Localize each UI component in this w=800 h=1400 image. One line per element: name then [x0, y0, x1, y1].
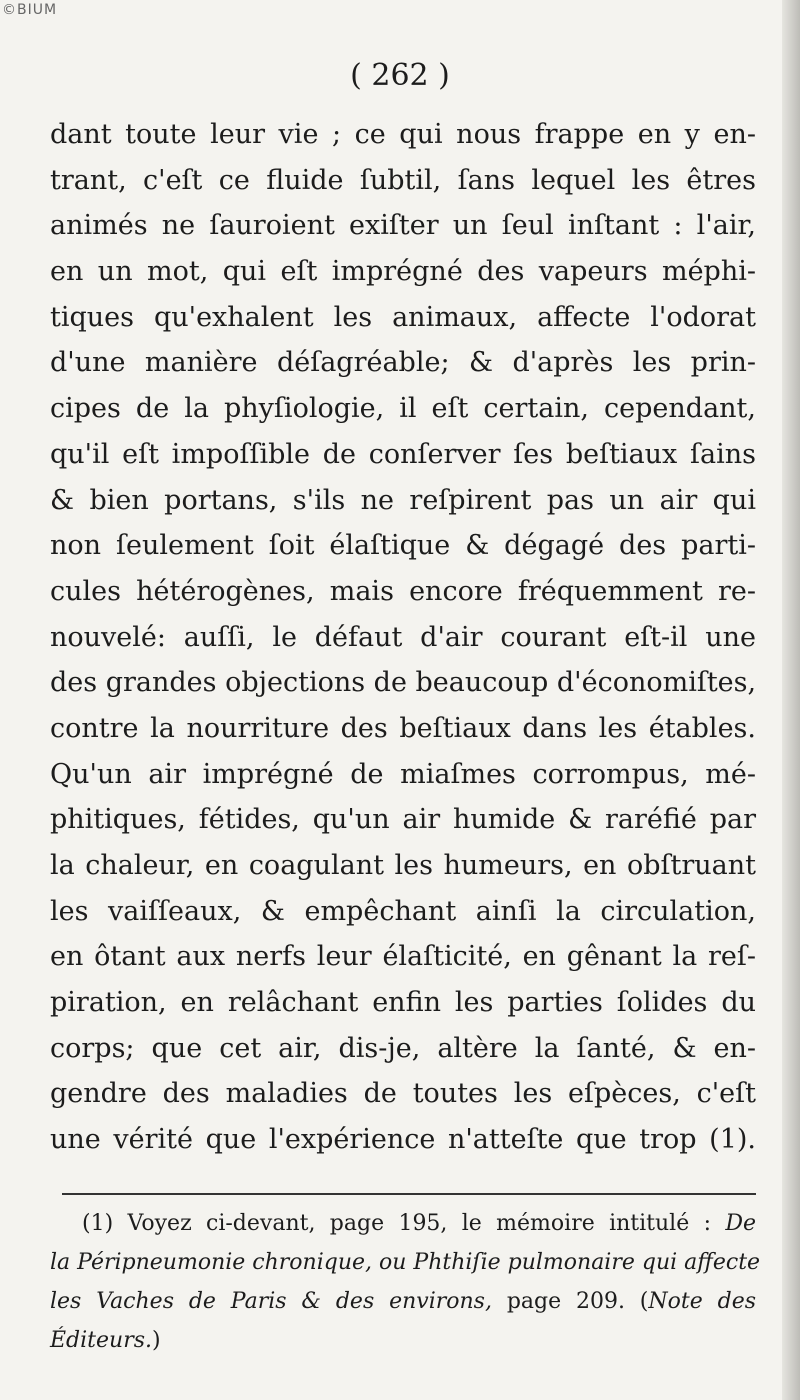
text-line: trant, c'eſt ce fluide ſubtil, ſans lequel les êtres — [50, 164, 756, 196]
text-line: phitiques, fétides, qu'un air humide & raréfié par — [50, 804, 756, 836]
text-line: cules hétérogènes, mais encore fréquemment re- — [50, 575, 756, 607]
text-line: en ôtant aux nerfs leur élaſticité, en gênant la reſ- — [50, 941, 756, 973]
footnote-line — [50, 1204, 756, 1243]
text-line: gendre des maladies de toutes les eſpèces, c'eſt — [50, 1078, 756, 1110]
text-line: les vaiſſeaux, & empêchant ainſi la circulation, — [50, 895, 756, 927]
footnote-line: la Péripneumonie chronique, ou Phthiſie pulmonaire qui affecte — [50, 1250, 761, 1275]
text-line: non ſeulement ſoit élaſtique & dégagé des parti- — [50, 530, 756, 562]
footnote-title: De — [725, 1211, 756, 1236]
body-text — [50, 112, 756, 1163]
text-line: qu'il eſt impoſſible de conſerver ſes beſtiaux ſains — [50, 438, 756, 470]
footnote-note: Note des — [648, 1289, 757, 1314]
text-line: dant toute leur vie ; ce qui nous frappe en y en- — [50, 119, 756, 150]
footnote-line — [50, 1282, 756, 1321]
footnote-note: Éditeurs. — [50, 1328, 153, 1353]
footnote-title: les Vaches de Paris & des environs, — [50, 1289, 492, 1314]
footnote-text: ) — [152, 1328, 161, 1353]
text-line: piration, en relâchant enfin les parties ſolides du — [50, 987, 756, 1019]
page-edge-shadow — [782, 0, 800, 1400]
footnote-line — [50, 1321, 756, 1360]
text-line: & bien portans, s'ils ne reſpirent pas un air qui — [50, 484, 756, 516]
text-line: en un mot, qui eſt imprégné des vapeurs méphi- — [50, 256, 756, 288]
text-line: la chaleur, en coagulant les humeurs, en obſtruant — [50, 850, 756, 881]
text-line: d'une manière déſagréable; & d'après les prin- — [50, 347, 756, 379]
text-line: une vérité que l'expérience n'atteſte que trop (1). — [50, 1124, 756, 1156]
watermark: ©BIUM — [2, 2, 58, 18]
text-line: cipes de la phyſiologie, il eſt certain, cependant, — [50, 393, 756, 425]
text-line: contre la nourriture des beſtiaux dans les étables. — [50, 712, 756, 744]
footnote-text: (1) Voyez ci-devant, page 195, le mémoire intitulé : — [82, 1211, 726, 1236]
footnote-text: page 209. ( — [491, 1289, 649, 1314]
page-number: ( 262 ) — [350, 58, 450, 93]
text-line: Qu'un air imprégné de miaſmes corrompus, mé- — [50, 758, 756, 790]
text-line: animés ne ſauroient exiſter un ſeul inſtant : l'air, — [50, 210, 756, 242]
footnote-rule — [62, 1193, 756, 1195]
footnote — [50, 1204, 761, 1360]
text-line: nouvelé: auſſi, le défaut d'air courant eſt-il une — [50, 621, 756, 653]
text-line: corps; que cet air, dis-je, altère la ſanté, & en- — [50, 1032, 756, 1064]
text-line: des grandes objections de beaucoup d'économiſtes, — [50, 667, 757, 699]
text-line: tiques qu'exhalent les animaux, affecte l'odorat — [50, 301, 756, 333]
